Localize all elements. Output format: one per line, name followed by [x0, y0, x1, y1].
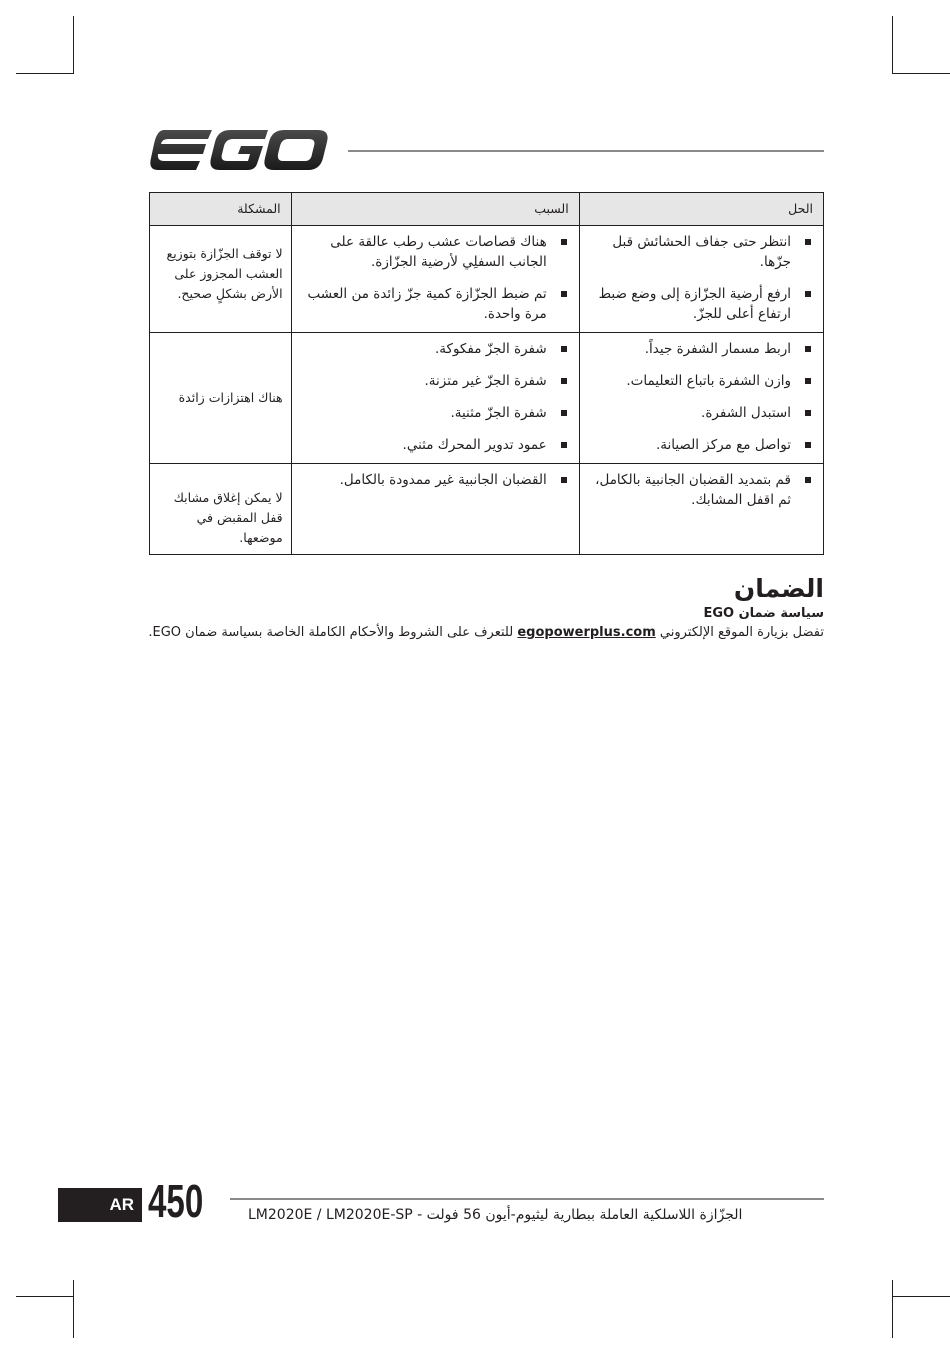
- footer-text: LM2020E / LM2020E-SP - الجزّازة اللاسلكية العاملة ببطارية ليثيوم-أيون 56 فولت: [248, 1207, 743, 1223]
- crop-mark: [892, 73, 950, 74]
- warranty-text-before: تفضل بزيارة الموقع الإلكتروني: [659, 625, 824, 640]
- warranty-title: الضمان: [733, 574, 824, 603]
- troubleshooting-table: [149, 192, 824, 555]
- cause-cell: [291, 464, 579, 555]
- crop-mark: [892, 1296, 950, 1297]
- cause-cell: [291, 333, 579, 464]
- list-item: ارفع أرضية الجزّازة إلى وضع ضبط ارتفاع أعلى للجزّ.: [592, 284, 811, 324]
- list-item: شفرة الجزّ مفكوكة.: [304, 339, 567, 359]
- list-item: انتظر حتى جفاف الحشائش قبل جزّها.: [592, 232, 811, 272]
- header-rule: [348, 150, 824, 152]
- warranty-body: [148, 625, 824, 640]
- table-header-row: [150, 193, 824, 226]
- table-row: [150, 226, 824, 333]
- list-item: استبدل الشفرة.: [592, 403, 811, 423]
- problem-cell: لا يمكن إغلاق مشابك قفل المقبض في موضعها.: [150, 464, 292, 555]
- list-item: اربط مسمار الشفرة جيداً.: [592, 339, 811, 359]
- solution-cell: [579, 333, 823, 464]
- list-item: عمود تدوير المحرك مثني.: [304, 435, 567, 455]
- crop-mark: [16, 73, 74, 74]
- list-item: شفرة الجزّ مثنية.: [304, 403, 567, 423]
- crop-mark: [16, 1296, 74, 1297]
- list-item: هناك قصاصات عشب رطب عالقة على الجانب السفلِي لأرضية الجزّازة.: [304, 232, 567, 272]
- cause-cell: [291, 226, 579, 333]
- list-item: القضبان الجانبية غير ممدودة بالكامل.: [304, 470, 567, 490]
- solution-cell: [579, 226, 823, 333]
- list-item: تواصل مع مركز الصيانة.: [592, 435, 811, 455]
- list-item: وازن الشفرة باتباع التعليمات.: [592, 371, 811, 391]
- ego-logo: [150, 128, 330, 172]
- list-item: شفرة الجزّ غير متزنة.: [304, 371, 567, 391]
- problem-cell: هناك اهتزازات زائدة: [150, 333, 292, 464]
- table-row: [150, 333, 824, 464]
- warranty-subtitle: سياسة ضمان EGO: [703, 606, 824, 621]
- warranty-text-after: للتعرف على الشروط والأحكام الكاملة الخاصة بسياسة ضمان EGO.: [148, 625, 514, 640]
- header-cause: السبب: [291, 193, 579, 226]
- crop-mark: [73, 16, 74, 74]
- language-badge: AR: [58, 1188, 142, 1222]
- solution-cell: [579, 464, 823, 555]
- crop-mark: [892, 1280, 893, 1338]
- header-problem: المشكلة: [150, 193, 292, 226]
- warranty-link[interactable]: egopowerplus.com: [517, 625, 656, 640]
- table-row: [150, 464, 824, 555]
- footer-rule: [230, 1198, 824, 1200]
- crop-mark: [892, 16, 893, 74]
- page-number: 450: [148, 1175, 204, 1227]
- problem-cell: لا توقف الجزّازة بتوزيع العشب المجزوز على الأرض بشكلٍ صحيح.: [150, 226, 292, 333]
- header-solution: الحل: [579, 193, 823, 226]
- list-item: تم ضبط الجزّازة كمية جزّ زائدة من العشب مرة واحدة.: [304, 284, 567, 324]
- list-item: قم بتمديد القضبان الجانبية بالكامل، ثم اقفل المشابك.: [592, 470, 811, 510]
- crop-mark: [73, 1280, 74, 1338]
